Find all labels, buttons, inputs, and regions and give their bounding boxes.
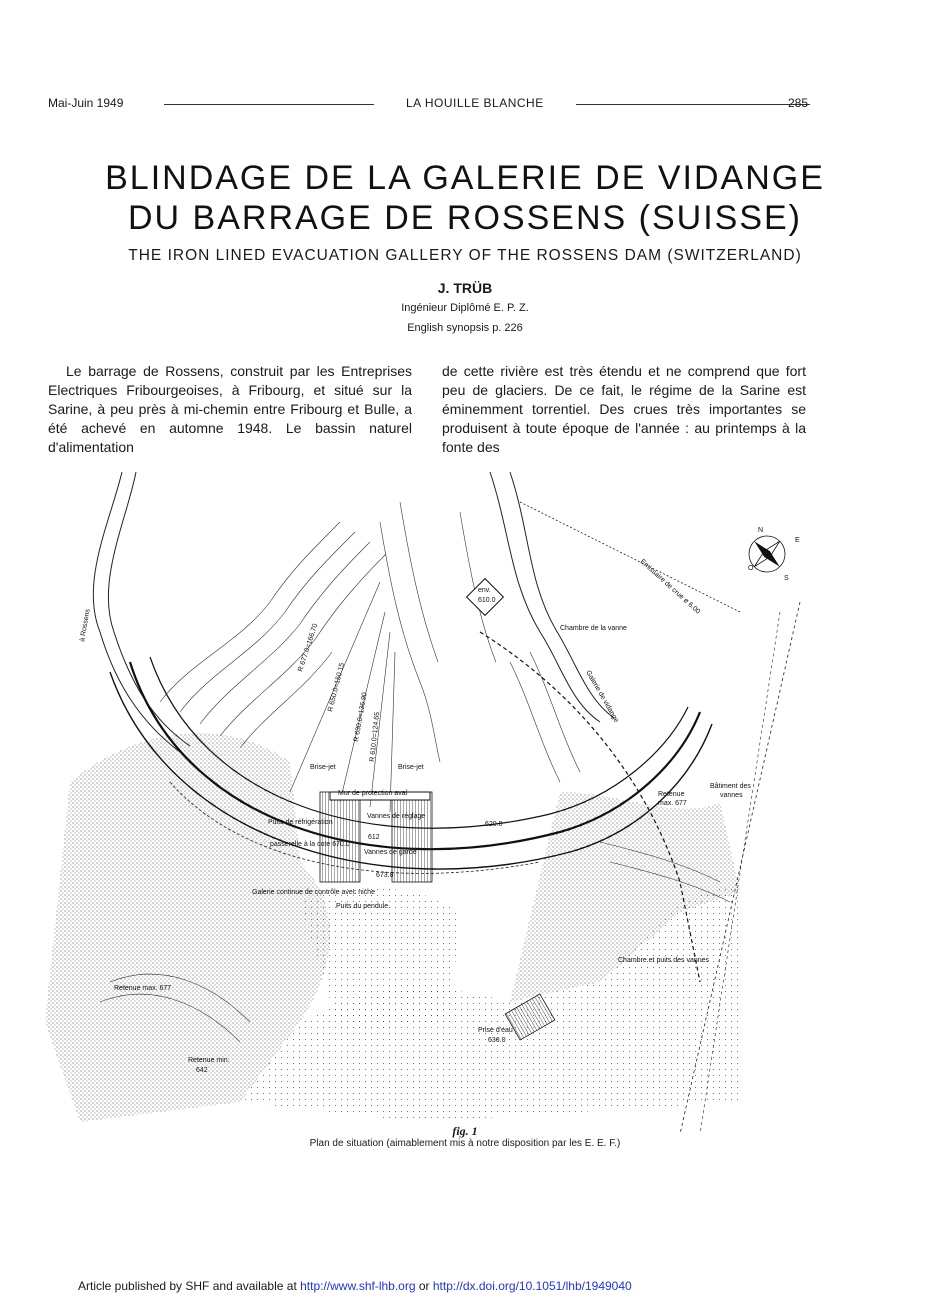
river-upstream [490,472,600,722]
label-compass-n: N [758,527,764,534]
footer-middle: or [415,1279,433,1293]
label-batiment: Bâtiment des [710,783,751,790]
label-compass-o: O [748,565,754,572]
label-prise-eau: Prise d'eau [478,1027,513,1034]
body-paragraph-right: de cette rivière est très étendu et ne comprend que fort peu de glaciers. De ce fait, le régime de la Sarine est éminemment torrentiel. Des crues très importantes se produisent à toute époque de l'année : au printemps à la fonte des [442,363,806,455]
label-cote-620: 620.0 [485,821,503,828]
label-vannes-garde: Vannes de garde [364,849,417,856]
label-vannes-reglage: Vannes de réglage [367,813,426,820]
label-puits-refrigeration: Puits de réfrigération [268,819,333,826]
label-env-value: 610.0 [478,597,496,604]
label-rossens: à Rossens [79,608,92,643]
label-puits-pendule: Puits du pendule [336,903,389,910]
label-radius-630: R 630.0=136.90 [353,691,369,743]
header-rule-left [164,104,374,105]
english-synopsis-ref: English synopsis p. 226 [407,322,523,334]
label-env: env. [478,587,491,594]
radius-lines [290,582,395,812]
article-title-line-2: DU BARRAGE DE ROSSENS (SUISSE) [127,199,802,237]
page-number: 285 [787,96,808,110]
site-plan-figure [40,462,820,1134]
label-compass-e: E [795,537,800,544]
label-emissaire-crue: Emissaire de crue ø 6.00 [638,558,702,616]
emissaire-crue-line [520,502,740,612]
article-subtitle-english: THE IRON LINED EVACUATION GALLERY OF THE ROSSENS DAM (SWITZERLAND) [128,247,802,264]
label-radius-610: R 610.0=124.65 [369,711,382,763]
label-brise-jet-2: Brise-jet [398,764,424,771]
label-chambre-vanne: Chambre de la vanne [560,625,627,632]
running-header [48,96,808,114]
body-paragraph-left: Le barrage de Rossens, construit par les Entreprises Electriques Fribourgeoises, à Fribourg, et situé sur la Sarine, à peu près à mi-chemin entre Fribourg et Bulle, a été achevé en automne 1948. Le bassin naturel d'alimentation [48,363,412,455]
label-cote-6738: 673.8 [376,872,394,879]
figure-caption: Plan de situation (aimablement mis à notre disposition par les E. E. F.) [309,1138,621,1149]
label-galerie-controle: Galerie continue de contrôle avec niche [252,889,375,896]
body-column-right [442,362,806,457]
journal-name: LA HOUILLE BLANCHE [406,96,544,110]
label-retenue-max-2: max. 677 [658,800,687,807]
label-brise-jet-1: Brise-jet [310,764,336,771]
river-right-bank [108,472,190,746]
label-retenue-min: Retenue min. [188,1057,230,1064]
footer-link-shf[interactable]: http://www.shf-lhb.org [300,1279,416,1293]
label-galerie-vidange: Galerie de vidange [584,669,620,724]
compass-rose [749,536,785,572]
article-title-line-1: BLINDAGE DE LA GALERIE DE VIDANGE [105,159,825,197]
river-left-bank [93,472,180,752]
spillway-left [320,792,360,882]
label-chambre-puits: Chambre et puits des vannes [618,957,710,964]
label-retenue-left: Retenue max. 677 [114,985,172,992]
label-cote-612: 612 [368,834,380,841]
issue-date: Mai-Juin 1949 [48,96,124,110]
river-upstream-2 [510,472,614,718]
body-column-left [48,362,412,457]
publication-footer [78,1279,632,1293]
label-prise-value: 636.0 [488,1037,506,1044]
label-retenue-max: Retenue [658,791,685,798]
author-name: J. TRÜB [437,280,493,296]
spillway-right [392,792,432,882]
header-rule-right [576,104,810,105]
label-retenue-min-2: 642 [196,1067,208,1074]
label-compass-s: S [784,575,789,582]
footer-prefix: Article published by SHF and available at [78,1279,301,1293]
label-batiment-2: vannes [720,792,743,799]
label-radius-677: R 677.0=166.70 [297,622,320,673]
author-affiliation: Ingénieur Diplômé E. P. Z. [401,302,529,314]
footer-link-doi[interactable]: http://dx.doi.org/10.1051/lhb/1949040 [432,1279,632,1293]
label-radius-650: R 650.0=150.15 [327,662,347,713]
figure-number: fig. 1 [452,1124,478,1138]
label-mur-protection: Mur de protection aval [338,790,408,797]
label-passerelle: passerelle à la cote 670.0 [270,841,350,848]
